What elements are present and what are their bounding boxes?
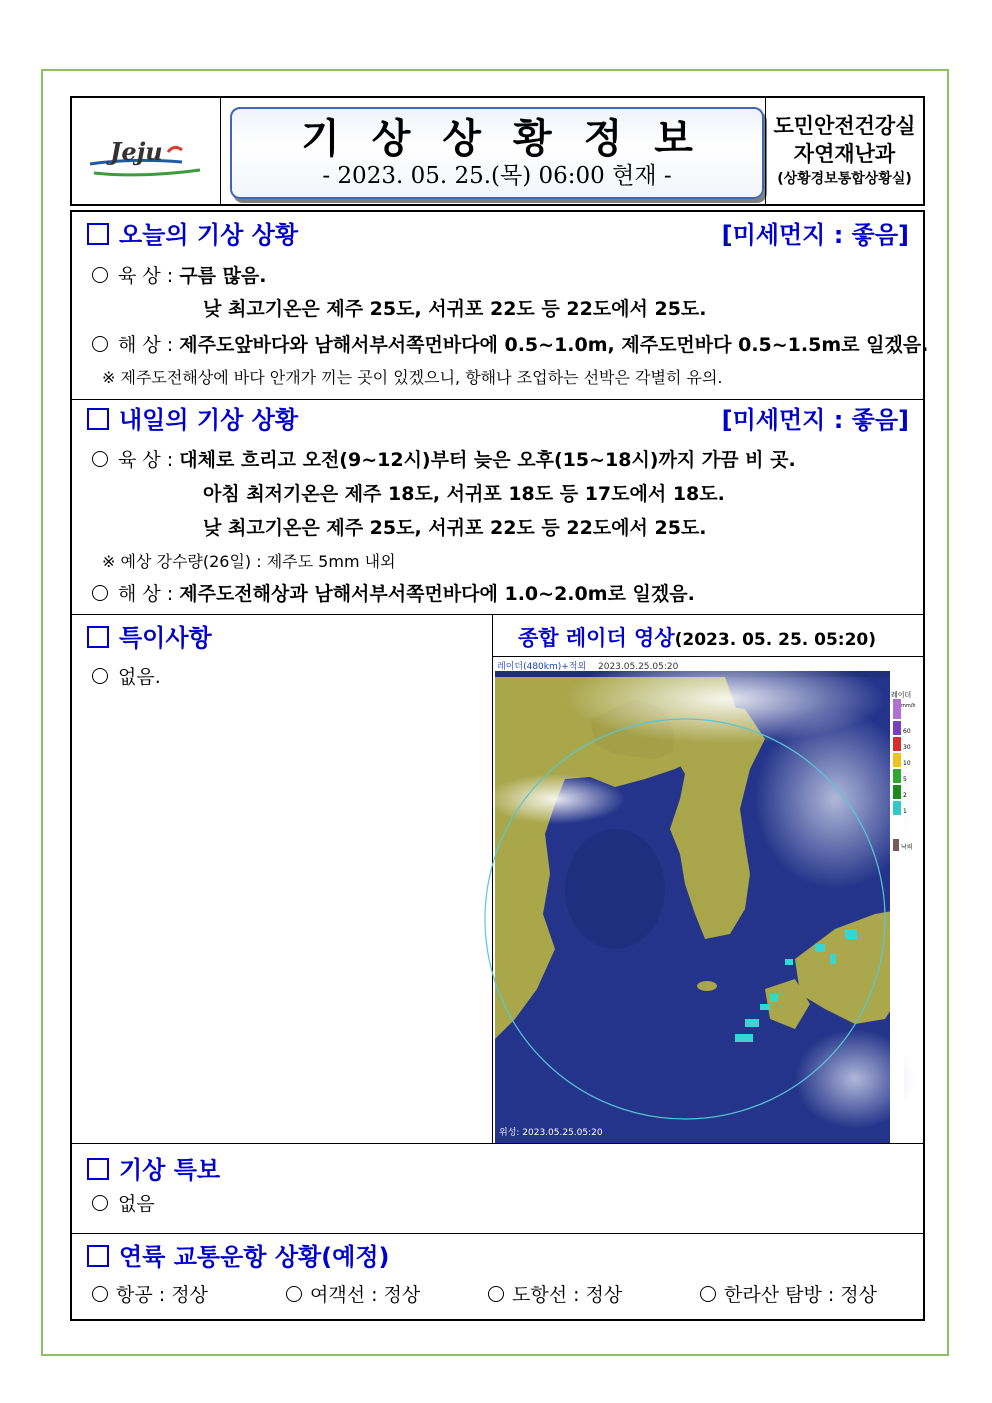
circle-icon [92,451,108,467]
transport-item-ferry: 여객선 : 정상 [286,1280,420,1307]
circle-icon [92,336,108,352]
legend-value: 30 [903,744,911,751]
today-note: ※ 제주도전해상에 바다 안개가 끼는 곳이 있겠으니, 항해나 조업하는 선박은 각별히 유의. [102,368,723,387]
logo-text: Jeju [110,137,163,166]
tomorrow-dust: [미세먼지 : 좋음] [721,406,909,434]
legend-value: 10 [903,760,911,767]
radar-map [495,659,916,1143]
legend-value: 60 [903,728,911,735]
tomorrow-title: 내일의 기상 상황 [87,405,298,435]
tomorrow-note: ※ 예상 강수량(26일) : 제주도 5mm 내외 [102,552,396,571]
tomorrow-land-line3: 낮 최고기온은 제주 25도, 서귀포 22도 등 22도에서 25도. [203,517,707,539]
legend-extra: 낙뢰 [901,844,913,851]
transport-item-island-ferry: 도항선 : 정상 [488,1280,622,1307]
legend-value: 2 [903,792,907,799]
transport-item-airline: 항공 : 정상 [92,1280,208,1307]
report-body [70,210,929,1321]
warning-title: 기상 특보 [87,1155,220,1185]
circle-icon [286,1286,302,1302]
circle-icon [92,585,108,601]
today-title: 오늘의 기상 상황 [87,220,298,250]
today-sea: 해 상 : 제주도앞바다와 남해서부서쪽먼바다에 0.5~1.0m, 제주도먼바다 0.5~1.5m로 일겠음. [92,332,928,358]
report-header [70,96,925,206]
today-land-line2: 낮 최고기온은 제주 25도, 서귀포 22도 등 22도에서 25도. [203,298,707,320]
circle-icon [488,1286,504,1302]
warning-section [72,1143,923,1234]
legend-title: 레이더 [891,691,912,699]
circle-icon [92,267,108,283]
today-dust: [미세먼지 : 좋음] [721,221,909,249]
checkbox-icon [87,1245,109,1267]
special-title: 특이사항 [87,623,212,653]
report-subtitle: - 2023. 05. 25.(목) 06:00 현재 - [322,163,672,189]
tomorrow-land-line2: 아침 최저기온은 제주 18도, 서귀포 18도 등 17도에서 18도. [203,483,725,505]
circle-icon [700,1286,716,1302]
circle-icon [92,1195,108,1211]
transport-title: 연륙 교통운항 상황(예정) [87,1242,390,1272]
circle-icon [92,1286,108,1302]
department [765,98,923,204]
report-title: 기상상황정보 [301,116,725,162]
warning-item: 없음 [92,1191,155,1217]
jeju-logo [72,98,221,204]
dept-line1: 도민안전건강실 [773,114,916,138]
circle-icon [92,668,108,684]
radar-img-bottom: 위성: 2023.05.25.05:20 [499,1128,603,1138]
tomorrow-land: 육 상 : 대체로 흐리고 오전(9~12시)부터 늦은 오후(15~18시)까지 가끔 비 곳. [92,447,796,473]
radar-image [495,659,916,1143]
checkbox-icon [87,408,109,430]
transport-item-hallasan: 한라산 탐방 : 정상 [700,1280,877,1307]
legend-value: 5 [903,776,907,783]
checkbox-icon [87,1158,109,1180]
tomorrow-section [72,399,923,615]
jeju-logo-graphic [72,98,220,204]
radar-title: 종합 레이더 영상(2023. 05. 25. 05:20) [518,626,877,650]
checkbox-icon [87,223,109,245]
title-box [230,107,764,199]
column-divider [492,614,493,1143]
dept-line3: (상황경보통합상황실) [777,171,912,187]
legend-value: 1 [903,808,907,815]
radar-img-label: 레이더(480km)+적외 [497,662,587,672]
radar-img-time: 2023.05.25.05:20 [598,662,679,672]
tomorrow-sea: 해 상 : 제주도전해상과 남해서부서쪽먼바다에 1.0~2.0m로 일겠음. [92,581,695,607]
special-radar-section [72,614,923,1144]
legend-unit: mm/h [901,703,916,709]
today-land: 육 상 : 구름 많음. [92,263,267,289]
dept-line2: 자연재난과 [793,142,896,166]
today-section [72,212,929,400]
special-item: 없음. [92,664,161,690]
checkbox-icon [87,626,109,648]
